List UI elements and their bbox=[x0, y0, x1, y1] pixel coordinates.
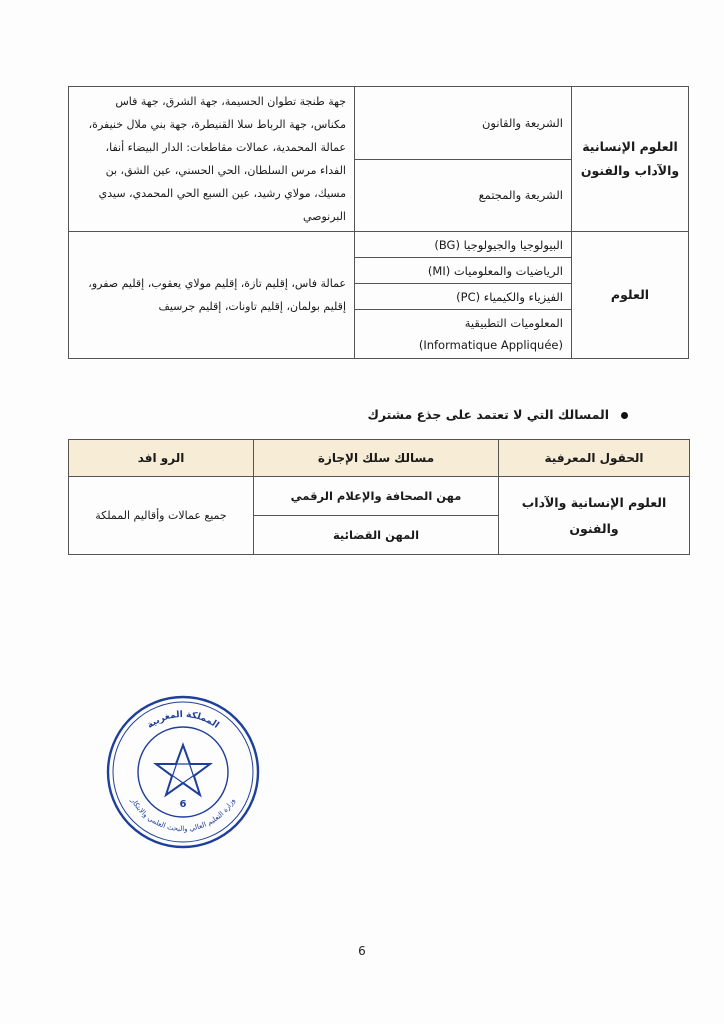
section-heading-text: المسالك التي لا تعتمد على جذع مشترك bbox=[367, 407, 609, 422]
section-heading bbox=[367, 407, 628, 422]
path-cell: مهن الصحافة والإعلام الرقمي bbox=[254, 477, 499, 516]
regions-table bbox=[68, 86, 689, 359]
star-icon bbox=[156, 745, 210, 795]
header-path: مسالك سلك الإجازة bbox=[254, 440, 499, 477]
header-region: الرو افد bbox=[69, 440, 254, 477]
stamp-number: 6 bbox=[179, 799, 187, 810]
ministry-stamp bbox=[104, 693, 262, 851]
path-cell: المهن القضائية bbox=[254, 516, 499, 555]
path-line: المعلوميات التطبيقية bbox=[464, 316, 563, 330]
region-cell: جهة طنجة تطوان الحسيمة، جهة الشرق، جهة فاس مكناس، جهة الرباط سلا القنيطرة، جهة بني ملال خنيفرة، عمالة المحمدية، عمالات مقاطعات: الدار البيضاء أنفا، الفداء مرس السلطان، الحي الحسني، عين الشق، بن مسيك، مولاي رشيد، عين السبع الحي المحمدي، سيدي البرنوصي bbox=[69, 87, 355, 232]
page-number: 6 bbox=[358, 944, 366, 958]
field-cell: العلوم الإنسانية والآداب والفنون bbox=[572, 87, 689, 232]
path-cell: البيولوجيا والجيولوجيا (BG) bbox=[355, 232, 572, 258]
table-header-row bbox=[69, 440, 690, 477]
region-cell: جميع عمالات وأقاليم المملكة bbox=[69, 477, 254, 555]
path-cell bbox=[355, 310, 572, 359]
stamp-bottom-text: وزارة التعليم العالي والبحث العلمي والابتكار bbox=[129, 796, 237, 834]
path-cell: الرياضيات والمعلوميات (MI) bbox=[355, 258, 572, 284]
table-row bbox=[69, 477, 690, 516]
table-row bbox=[69, 87, 689, 160]
header-field: الحقول المعرفية bbox=[499, 440, 690, 477]
field-cell: العلوم bbox=[572, 232, 689, 359]
table-row bbox=[69, 232, 689, 258]
region-cell: عمالة فاس، إقليم تازة، إقليم مولاي يعقوب، إقليم صفرو، إقليم بولمان، إقليم تاونات، إقليم جرسيف bbox=[69, 232, 355, 359]
stamp-top-text: المملكة المغربية bbox=[145, 710, 221, 731]
bullet-icon bbox=[621, 412, 628, 419]
non-common-core-table bbox=[68, 439, 690, 555]
field-cell: العلوم الإنسانية والآداب والفنون bbox=[499, 477, 690, 555]
path-cell: الشريعة والمجتمع bbox=[355, 159, 572, 232]
path-line: (Informatique Appliquée) bbox=[418, 338, 563, 352]
path-cell: الفيزياء والكيمياء (PC) bbox=[355, 284, 572, 310]
path-cell: الشريعة والقانون bbox=[355, 87, 572, 160]
